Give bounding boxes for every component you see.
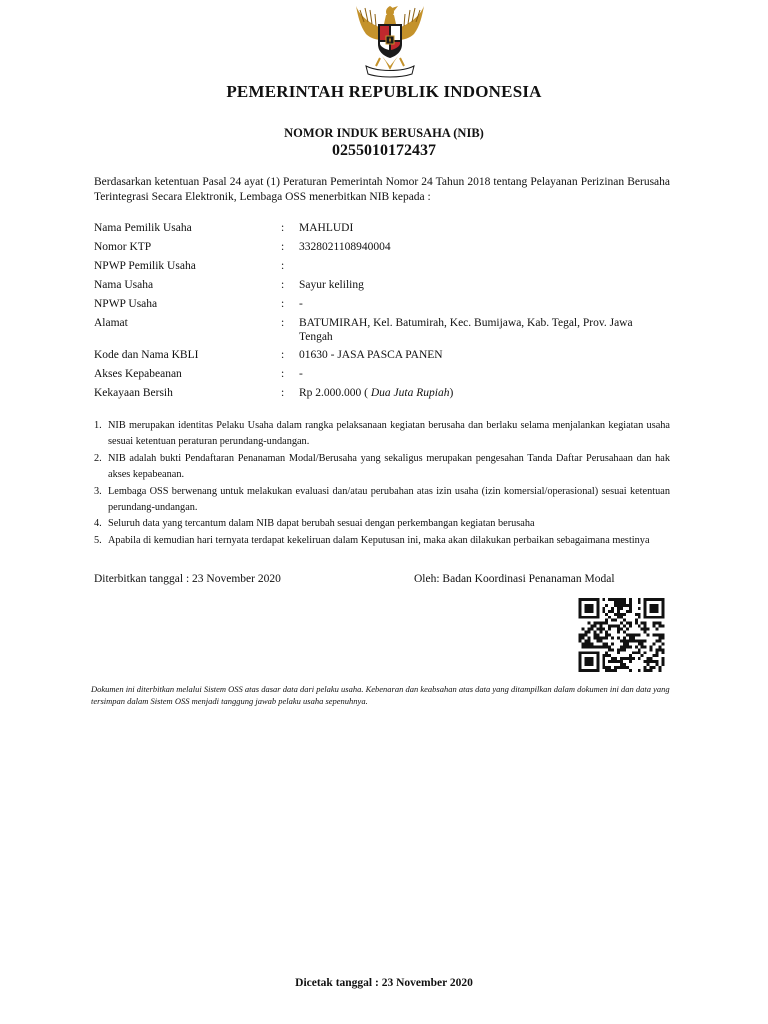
field-value: MAHLUDI <box>299 222 354 234</box>
business-details <box>94 221 684 400</box>
field-label: Alamat <box>94 317 128 329</box>
field-net-worth <box>94 386 684 400</box>
field-label: NPWP Usaha <box>94 298 158 310</box>
list-item: 2. NIB adalah bukti Pendaftaran Penanaman Modal/Berusaha yang sekaligus merupakan pengesahan Tanda Daftar Perusahaan dan hak akses kepabeanan. <box>94 452 670 481</box>
intro-paragraph: Berdasarkan ketentuan Pasal 24 ayat (1) Peraturan Pemerintah Nomor 24 Tahun 2018 tentang Pelayanan Perizinan Berusaha Terintegrasi Secara Elektronik, Lembaga OSS menerbitkan NIB kepada : <box>94 176 670 203</box>
field-colon: : <box>281 222 285 234</box>
field-customs-access <box>94 367 684 381</box>
field-address <box>94 316 684 344</box>
field-label: NPWP Pemilik Usaha <box>94 260 196 272</box>
field-value: - <box>299 368 303 380</box>
field-colon: : <box>281 387 285 399</box>
list-item: 1. NIB merupakan identitas Pelaku Usaha dalam rangka pelaksanaan kegiatan berusaha dan berlaku selama menjalankan kegiatan usaha sesuai ketentuan peraturan perundang-undangan. <box>94 420 670 448</box>
field-colon: : <box>281 298 285 310</box>
field-colon: : <box>281 260 285 272</box>
field-colon: : <box>281 279 285 291</box>
net-worth-close: ) <box>449 387 454 399</box>
list-item: 4. Seluruh data yang tercantum dalam NIB dapat berubah sesuai dengan perkembangan kegiatan berusaha <box>94 518 535 530</box>
field-value: 3328021108940004 <box>299 241 391 253</box>
field-value <box>299 259 659 273</box>
field-kbli <box>94 348 684 362</box>
field-colon: : <box>281 349 285 361</box>
list-item: 3. Lembaga OSS berwenang untuk melakukan evaluasi dan/atau perubahan atas izin usaha (izin komersial/operasional) sesuai ketentuan perundang-undangan. <box>94 485 670 514</box>
printed-date: Dicetak tanggal : 23 November 2020 <box>295 977 473 989</box>
issued-date: Diterbitkan tanggal : 23 November 2020 <box>94 573 281 585</box>
field-value <box>299 386 659 400</box>
field-value: Sayur keliling <box>299 279 364 291</box>
field-owner-npwp <box>94 259 684 273</box>
field-label: Nama Usaha <box>94 279 154 291</box>
government-title: PEMERINTAH REPUBLIK INDONESIA <box>226 82 542 101</box>
list-item: 5. Apabila di kemudian hari ternyata terdapat kekeliruan dalam Keputusan ini, maka akan dilakukan perbaikan sebagaimana mestinya <box>94 534 650 546</box>
field-business-npwp <box>94 297 684 311</box>
field-colon: : <box>281 368 285 380</box>
field-value: - <box>299 298 303 310</box>
disclaimer: Dokumen ini diterbitkan melalui Sistem OSS atas dasar data dari pelaku usaha. Kebenaran dan keabsahan atas data yang ditampilkan dalam dokumen ini dan data yang tersimpan dalam Sistem OSS menjadi tanggung jawab pelaku usaha sepenuhnya. <box>91 684 670 706</box>
nib-number: 0255010172437 <box>332 142 436 159</box>
field-business-name <box>94 278 684 292</box>
field-label: Nama Pemilik Usaha <box>94 222 192 234</box>
field-value: BATUMIRAH, Kel. Batumirah, Kec. Bumijawa, Kab. Tegal, Prov. Jawa Tengah <box>299 317 633 343</box>
field-colon: : <box>281 241 285 253</box>
qr-code-icon <box>578 598 665 672</box>
field-label: Nomor KTP <box>94 241 152 253</box>
garuda-emblem-icon <box>352 4 428 78</box>
net-worth-amount: Rp 2.000.000 ( <box>299 387 368 399</box>
terms-list <box>94 418 670 549</box>
issuer: Oleh: Badan Koordinasi Penanaman Modal <box>414 573 615 585</box>
field-label: Kekayaan Bersih <box>94 387 173 399</box>
field-owner-name <box>94 221 684 235</box>
field-colon: : <box>281 317 285 329</box>
field-label: Kode dan Nama KBLI <box>94 349 199 361</box>
field-value: 01630 - JASA PASCA PANEN <box>299 349 443 361</box>
net-worth-words: Dua Juta Rupiah <box>368 387 450 399</box>
field-label: Akses Kepabeanan <box>94 368 182 380</box>
field-ktp-number <box>94 240 684 254</box>
document-title: NOMOR INDUK BERUSAHA (NIB) <box>284 126 484 140</box>
